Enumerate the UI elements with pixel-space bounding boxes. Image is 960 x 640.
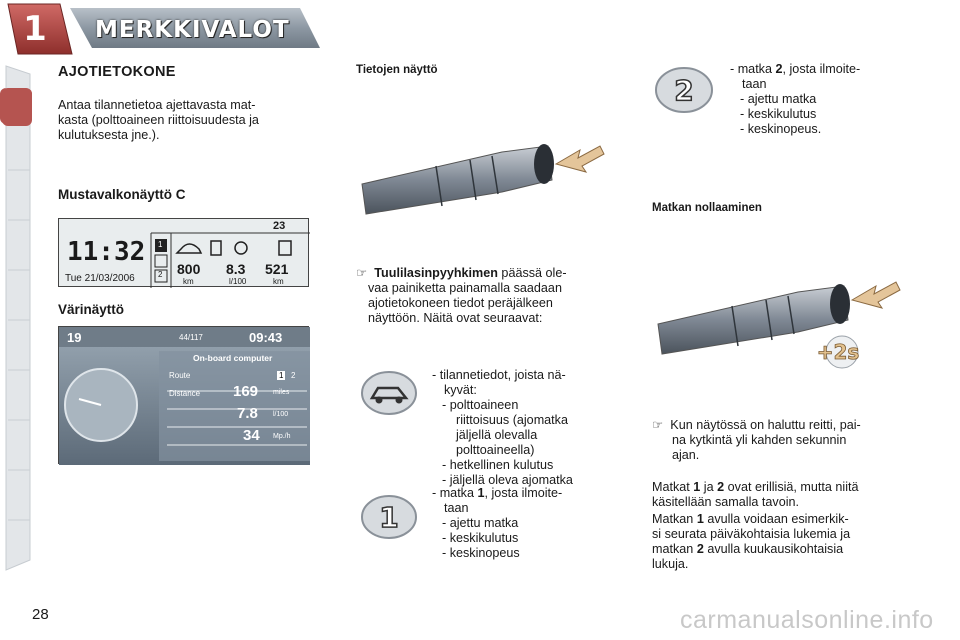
list-b-line: - ajettu matka [442,516,519,530]
color-distance-value: 169 [233,383,259,400]
lcd-temp: 23 [273,220,286,232]
section-heading-ajotietokone: AJOTIETOKONE [58,64,176,80]
list-a-line: jäljellä olevalla [456,428,538,442]
color-display-heading: Värinäyttö [58,302,125,317]
car-icon [360,370,418,416]
list-b [432,486,608,561]
trip-2-icon [654,66,714,114]
color-distance-unit: miles [273,389,290,396]
intro-line: kulutuksesta jne.). [58,128,160,142]
wiper-line: näyttöön. Näitä ovat seuraavat: [368,311,543,325]
trip-1-label: 1 [379,501,399,534]
chapter-number: 1 [23,9,47,49]
p2-l3-pre: matkan [652,542,697,556]
list-b-post: , josta ilmoite- [484,486,563,500]
bullet-icon: ☞ [652,418,667,432]
lcd-date: Tue 21/03/2006 [65,273,135,284]
wiper-text: päässä ole- [497,266,567,280]
trip-1-icon [360,494,418,540]
p1-bold-2: 2 [717,480,725,494]
mono-display-image [58,218,309,287]
mono-display-heading: Mustavalkonäyttö C [58,187,186,202]
color-temp: 19 [67,330,82,345]
p2-line: lukuja. [652,557,689,571]
intro-paragraph [58,98,309,143]
list-a-line: riittoisuus (ajomatka [456,413,568,427]
list-c-post: , josta ilmoite- [782,62,861,76]
wiper-stalk-reset-image [648,262,908,372]
p1-mid: ja [700,480,718,494]
reset-line: na kytkintä yli kahden sekunnin [672,433,847,447]
color-route-tag-2: 2 [291,371,296,380]
color-route-tag-1: 1 [279,371,284,380]
list-c-line: - ajettu matka [740,92,817,106]
color-clock: 09:43 [249,330,283,345]
lcd-unit-2: l/100 [229,277,247,286]
color-consumption-unit: l/100 [273,411,289,418]
reset-badge-label: +2s [816,340,860,364]
color-display-image [58,326,309,464]
chapter-tab-strip [0,60,36,580]
list-b-line: taan [444,501,469,515]
p1-bold-1: 1 [693,480,701,494]
trip-2-label: 2 [674,74,694,107]
list-c [730,62,906,137]
lcd-trip-2: 2 [158,270,163,279]
color-title: On-board computer [193,353,273,363]
list-c-line: - keskinopeus. [740,122,822,136]
reset-line: Kun näytössä on haluttu reitti, pai- [670,418,861,432]
p2-pre: Matkan [652,512,697,526]
wiper-line: vaa painiketta painamalla saadaan [368,281,562,295]
usage-paragraph [652,512,904,572]
list-c-line: - keskikulutus [740,107,817,121]
p2-bold-2: 2 [696,542,704,556]
intro-line: Antaa tilannetietoa ajettavasta mat- [58,98,256,112]
section-heading-tietojen-naytto: Tietojen näyttö [356,64,438,76]
color-row-distance: Distance [169,389,201,398]
watermark: carmanualsonline.info [680,606,934,634]
list-b-line: - keskikulutus [442,531,519,545]
trips-paragraph [652,480,904,510]
list-a-line: kyvät: [444,383,477,397]
list-a-line: - polttoaineen [442,398,519,412]
p1-post: ovat erillisiä, mutta niitä [724,480,859,494]
list-c-line: taan [742,77,767,91]
list-a-line: - jäljellä oleva ajomatka [442,473,573,487]
list-a-line: - tilannetiedot, joista nä- [432,368,566,382]
list-c-pre: - matka [730,62,776,76]
list-b-line: - keskinopeus [442,546,520,560]
lcd-unit-3: km [273,277,284,286]
p2-l3-post: avulla kuukausikohtaisia [703,542,844,556]
list-a [432,368,608,488]
p2-line: si seurata päiväkohtaisia lukemia ja [652,527,851,541]
reset-heading: Matkan nollaaminen [652,202,762,214]
list-b-bold: 1 [477,486,485,500]
lcd-value-1: 800 [177,261,201,277]
wiper-stalk-image [352,132,612,222]
intro-line: kasta (polttoaineen riittoisuudesta ja [58,113,259,127]
color-speed-unit: Mp./h [273,433,291,440]
color-row-route: Route [169,371,191,380]
p1-pre: Matkat [652,480,694,494]
p1-line-2: käsitellään samalla tavoin. [652,495,800,509]
wiper-bullet-paragraph [356,266,606,326]
lcd-unit-1: km [183,277,194,286]
list-a-line: - hetkellinen kulutus [442,458,554,472]
page-title: MERKKIVALOT [95,17,290,43]
lcd-trip-1: 1 [158,240,163,249]
wiper-line: ajotietokoneen tiedot peräjälkeen [368,296,553,310]
color-speed-value: 34 [243,427,260,444]
color-radio: 44/117 [179,333,203,342]
reset-line: ajan. [672,448,700,462]
list-c-bold: 2 [775,62,783,76]
lcd-value-2: 8.3 [226,261,246,277]
color-consumption-value: 7.8 [237,405,258,422]
bullet-icon: ☞ [356,266,371,280]
list-b-pre: - matka [432,486,478,500]
p2-bold-1: 1 [696,512,704,526]
list-a-line: polttoaineella) [456,443,535,457]
lcd-time: 11:32 [67,237,146,267]
lcd-value-3: 521 [265,261,289,277]
page-number: 28 [32,606,49,623]
p2-post: avulla voidaan esimerkik- [703,512,849,526]
wiper-bold-term: Tuulilasinpyyhkimen [374,266,498,280]
reset-bullet [652,418,904,463]
